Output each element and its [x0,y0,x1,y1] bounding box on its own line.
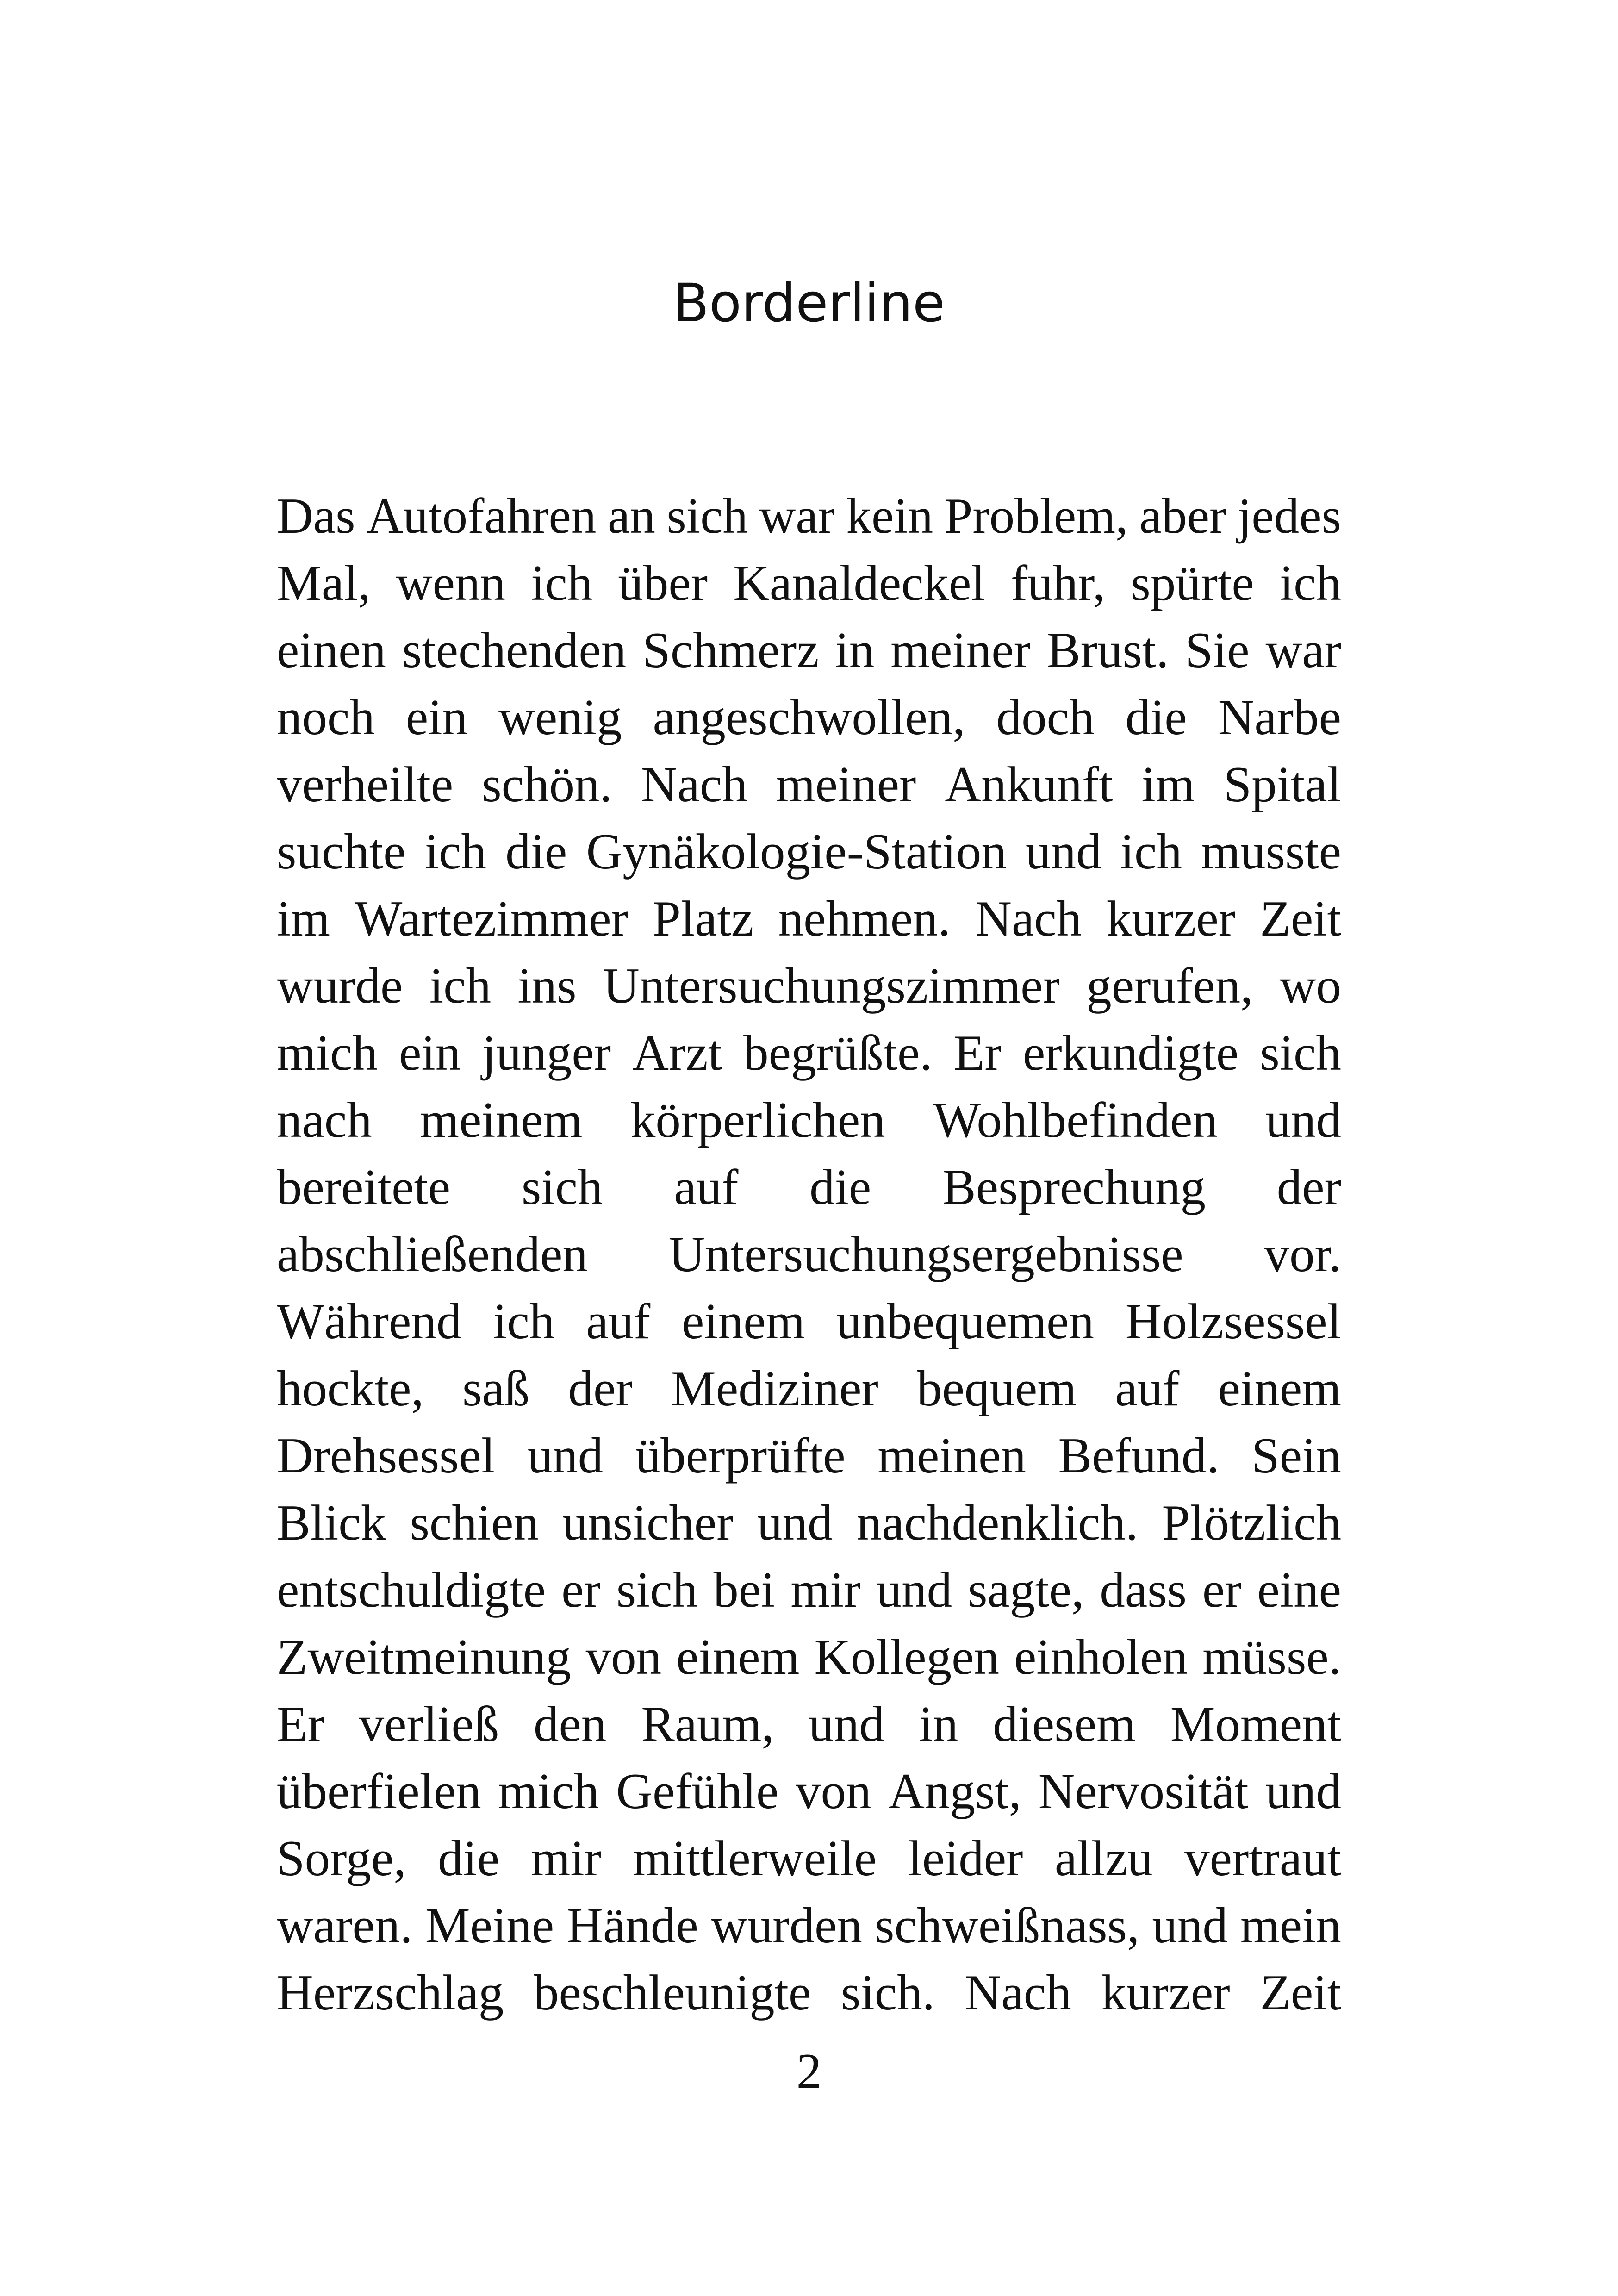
body-line [277,885,1341,952]
word: überprüfte [635,1428,846,1484]
body-line-words [277,1623,1341,1691]
word: entschuldigte [277,1562,546,1618]
word: wenn [396,555,506,611]
word: Platz [653,891,754,947]
body-line [277,1623,1341,1691]
word: nach [277,1092,372,1148]
body-line-words [277,1019,1341,1086]
body-line [277,549,1341,617]
word: bequem [917,1360,1077,1416]
word: schweißnass, [875,1897,1140,1953]
word: unsicher [562,1495,734,1551]
word: mich [498,1763,599,1819]
word: verheilte [277,756,454,812]
word: bei [713,1562,775,1618]
word: einem [682,1293,805,1349]
word: leider [908,1830,1023,1886]
word: Angst, [888,1763,1021,1819]
word: auf [674,1159,739,1215]
body-line-words [277,482,1341,549]
word: aber [1139,488,1226,544]
word: in [835,622,875,678]
word: stechenden [402,622,627,678]
word: Untersuchungszimmer [603,958,1060,1014]
word: meiner [890,622,1031,678]
word: Gynäkologie-Station [586,824,1007,880]
word: vor. [1264,1226,1341,1282]
word: kurzer [1101,1965,1230,2021]
body-line [277,1355,1341,1422]
word: hockte, [277,1360,424,1416]
body-line-words [277,617,1341,684]
word: meinem [420,1092,583,1148]
word: ein [399,1025,461,1081]
word: auf [1115,1360,1180,1416]
word: Meine [425,1897,554,1953]
word: und [1026,824,1101,880]
word: meinen [877,1428,1027,1484]
body-line-words [277,1422,1341,1489]
word: Kanaldeckel [733,555,985,611]
word: Herzschlag [277,1965,504,2021]
word: wenig [498,689,622,745]
word: Sein [1251,1428,1341,1484]
word: verließ [359,1696,499,1752]
body-line [277,952,1341,1019]
body-line-words [277,1892,1341,1959]
word: beschleunigte [533,1965,811,2021]
word: Nach [965,1965,1071,2021]
body-line [277,1892,1341,1959]
word: junger [482,1025,611,1081]
word: mein [1240,1897,1341,1953]
word: Wartezimmer [355,891,628,947]
word: Drehsessel [277,1428,496,1484]
body-line [277,1758,1341,1825]
word: schien [410,1495,539,1551]
word: kein [846,488,933,544]
word: fuhr, [1010,555,1106,611]
word: noch [277,689,375,745]
word: mir [531,1830,601,1886]
body-line [277,1556,1341,1623]
word: im [1141,756,1195,812]
word: Ankunft [945,756,1113,812]
word: ich [429,958,491,1014]
word: waren. [277,1897,413,1953]
word: die [809,1159,871,1215]
word: und [1265,1763,1341,1819]
body-line [277,1154,1341,1221]
body-line-words [277,952,1341,1019]
body-line [277,1086,1341,1154]
word: unbequemen [836,1293,1095,1349]
word: der [568,1360,633,1416]
body-line [277,818,1341,885]
word: dass [1100,1562,1187,1618]
word: ein [405,689,468,745]
body-line [277,1422,1341,1489]
body-line [277,1221,1341,1288]
body-line-words [277,818,1341,885]
word: ins [517,958,577,1014]
body-line [277,1691,1341,1758]
word: Er [953,1025,1002,1081]
word: Untersuchungsergebnisse [668,1226,1183,1282]
body-line [277,1489,1341,1556]
body-line-words [277,1959,1341,2026]
word: er [561,1562,601,1618]
word: einen [277,622,386,678]
word: und [757,1495,833,1551]
word: sich [1260,1025,1341,1081]
word: ich [531,555,593,611]
word: sich [616,1562,698,1618]
body-line-words [277,1355,1341,1422]
word: und [809,1696,884,1752]
body-line-words [277,1825,1341,1892]
word: über [618,555,708,611]
word: in [919,1696,958,1752]
word: musste [1201,824,1341,880]
word: Nervosität [1038,1763,1249,1819]
word: körperlichen [630,1092,885,1148]
word: Hände [566,1897,698,1953]
body-line-words [277,1221,1341,1288]
body-line [277,751,1341,818]
word: den [533,1696,607,1752]
body-line-words [277,1086,1341,1154]
word: suchte [277,824,406,880]
word: und [876,1562,952,1618]
body-text [277,482,1341,2026]
word: Mal, [277,555,371,611]
word: Brust. [1046,622,1169,678]
word: er [1202,1562,1242,1618]
word: Gefühle [616,1763,779,1819]
body-line [277,1019,1341,1086]
body-line [277,617,1341,684]
word: bereitete [277,1159,451,1215]
chapter-title: Borderline [673,272,945,334]
word: wo [1279,958,1341,1014]
word: ich [1120,824,1182,880]
word: der [1276,1159,1341,1215]
word: Er [277,1696,324,1752]
word: abschließenden [277,1226,588,1282]
word: Nach [975,891,1082,947]
word: wurden [710,1897,862,1953]
word: einholen [1014,1629,1188,1685]
word: begrüßte. [743,1025,933,1081]
word: vertraut [1184,1830,1341,1886]
body-line-words [277,1758,1341,1825]
body-line [277,1825,1341,1892]
word: ich [424,824,486,880]
word: sich. [841,1965,935,2021]
word: sich [521,1159,603,1215]
word: mittlerweile [633,1830,877,1886]
word: an [607,488,655,544]
word: Zweitmeinung [277,1629,571,1685]
word: Besprechung [942,1159,1206,1215]
word: Kollegen [814,1629,999,1685]
word: mir [790,1562,861,1618]
word: Holzsessel [1125,1293,1341,1349]
word: müsse. [1202,1629,1341,1685]
word: erkundigte [1022,1025,1239,1081]
word: Schmerz [642,622,819,678]
word: Spital [1223,756,1341,812]
word: Mediziner [671,1360,878,1416]
word: mich [277,1025,378,1081]
word: Narbe [1218,689,1341,745]
word: angeschwollen, [653,689,965,745]
word: auf [586,1293,651,1349]
word: nachdenklich. [856,1495,1139,1551]
word: überfielen [277,1763,481,1819]
word: im [277,891,330,947]
body-line-words [277,751,1341,818]
word: die [437,1830,500,1886]
word: einem [676,1629,800,1685]
word: Raum, [641,1696,774,1752]
word: Während [277,1293,462,1349]
word: von [585,1629,662,1685]
body-line [277,1959,1341,2026]
word: die [1125,689,1187,745]
word: schön. [482,756,612,812]
word: allzu [1054,1830,1153,1886]
word: war [759,488,835,544]
body-line-words [277,549,1341,617]
word: die [505,824,567,880]
word: nehmen. [778,891,951,947]
word: von [796,1763,871,1819]
body-line [277,684,1341,751]
word: jedes [1238,488,1341,544]
word: und [1265,1092,1341,1148]
body-line-words [277,1489,1341,1556]
body-line-words [277,684,1341,751]
word: diesem [993,1696,1136,1752]
word: sagte, [968,1562,1084,1618]
word: ich [1279,555,1341,611]
word: Das [277,488,355,544]
page-number: 2 [796,2043,822,2099]
word: Nach [641,756,747,812]
word: Befund. [1058,1428,1220,1484]
word: Sorge, [277,1830,406,1886]
word: Wohlbefinden [933,1092,1218,1148]
word: sich [666,488,748,544]
word: spürte [1131,555,1254,611]
word: Zeit [1260,891,1341,947]
body-line-words [277,1556,1341,1623]
body-line-words [277,1288,1341,1355]
word: eine [1257,1562,1341,1618]
word: Blick [277,1495,386,1551]
word: Problem, [944,488,1128,544]
word: und [1152,1897,1228,1953]
body-line-words [277,885,1341,952]
word: Autofahren [367,488,597,544]
word: wurde [277,958,403,1014]
word: und [527,1428,604,1484]
word: saß [462,1360,530,1416]
body-line-words [277,1691,1341,1758]
word: Sie [1185,622,1250,678]
word: doch [996,689,1095,745]
word: ich [493,1293,555,1349]
word: meiner [776,756,916,812]
word: Plötzlich [1162,1495,1341,1551]
body-line-words [277,1154,1341,1221]
word: Zeit [1260,1965,1341,2021]
body-line [277,1288,1341,1355]
word: Arzt [632,1025,722,1081]
word: war [1265,622,1341,678]
body-line [277,482,1341,549]
word: einem [1218,1360,1341,1416]
word: kurzer [1106,891,1236,947]
word: Moment [1170,1696,1341,1752]
word: gerufen, [1086,958,1253,1014]
